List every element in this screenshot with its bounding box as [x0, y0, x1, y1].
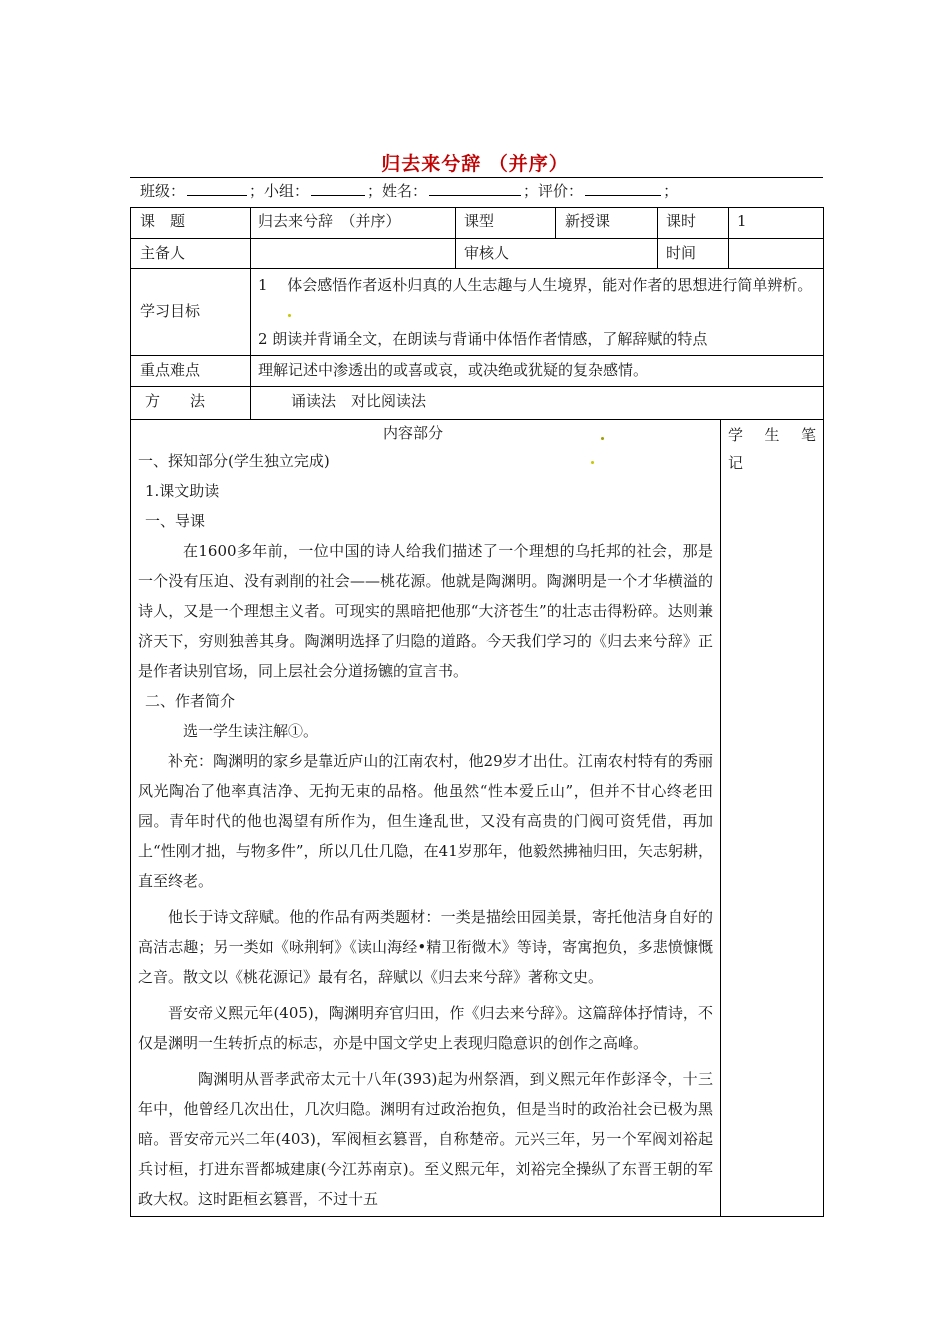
paragraph: 他长于诗文辞赋。他的作品有两类题材：一类是描绘田园美景，寄托他洁身自好的高洁志趣；另一类如《咏荆轲》《读山海经•精卫衔微木》等诗，寄寓抱负，多悲愤慷慨之音。散文以《桃花源记》最有名，辞赋以《归去来兮辞》著称文史。: [138, 908, 713, 986]
eval-blank[interactable]: [585, 182, 661, 196]
col-divider: [555, 207, 556, 238]
group-blank[interactable]: [311, 182, 365, 196]
section-heading: 一、探知部分(学生独立完成): [138, 452, 330, 470]
paragraph: 陶渊明从晋孝武帝太元十八年(393)起为州祭酒，到义熙元年作彭泽令，十三年中，他曾经几次出仕，几次归隐。渊明有过政治抱负，但是当时的政治社会已极为黑暗。晋安帝元兴二年(403)，军阀桓玄篡晋，自称楚帝。元兴三年，另一个军阀刘裕起兵讨桓，打进东晋都城建康(今江苏南京)。至义熙元年，刘裕完全操纵了东晋王朝的军政大权。这时距桓玄篡晋，不过十五: [138, 1070, 713, 1208]
page-title: 归去来兮辞 （并序）: [381, 153, 569, 175]
class-label: 班级：: [140, 182, 186, 200]
class-blank[interactable]: [187, 182, 247, 196]
goals-label: 学习目标: [140, 302, 201, 320]
hours-value: 1: [737, 212, 747, 230]
col-divider: [455, 207, 456, 268]
paragraph: 选一学生读注解①。: [183, 722, 319, 740]
content-body: [138, 446, 713, 1214]
key-label: 重点难点: [140, 361, 201, 379]
content-header: 内容部分: [383, 424, 444, 442]
notes-char: 生: [764, 426, 780, 444]
row-divider: [130, 238, 824, 239]
row-divider: [130, 268, 824, 269]
name-label: ；姓名：: [367, 182, 428, 200]
type-value: 新授课: [565, 212, 611, 230]
col-divider: [657, 207, 658, 268]
method-value: 诵读法 对比阅读法: [291, 392, 427, 410]
decorative-dot: [591, 461, 594, 464]
subsection-heading: 一、导课: [145, 512, 206, 530]
row-divider: [130, 386, 824, 387]
decorative-dot: [288, 314, 291, 317]
method-label: 方 法: [145, 392, 206, 410]
eval-label: ；评价：: [523, 182, 584, 200]
title-underline: [130, 177, 823, 178]
topic-label: 课 题: [140, 212, 186, 230]
decorative-dot: [601, 437, 604, 440]
type-label: 课型: [464, 212, 495, 230]
reviewer-label: 审核人: [464, 244, 510, 262]
row-divider: [130, 355, 824, 356]
paragraph-intro: 在1600多年前，一位中国的诗人给我们描述了一个理想的乌托邦的社会，那是一个没有压迫、没有剥削的社会——桃花源。他就是陶渊明。陶渊明是一个才华横溢的诗人，又是一个理想主义者。可现实的黑暗把他那“大济苍生”的壮志击得粉碎。达则兼济天下，穷则独善其身。陶渊明选择了归隐的道路。今天我们学习的《归去来兮辞》正是作者诀别官场，同上层社会分道扬镳的宣言书。: [138, 542, 713, 680]
paragraph: 补充：陶渊明的家乡是靠近庐山的江南农村，他29岁才出仕。江南农村特有的秀丽风光陶冶了他率真洁净、无拘无束的品格。他虽然“性本爱丘山”，但并不甘心终老田园。青年时代的他也渴望有所作为，但生逢乱世，又没有高贵的门阀可资凭借，再加上“性刚才拙，与物多件”，所以几仕几隐，在41岁那年，他毅然拂袖归田，矢志躬耕，直至终老。: [138, 752, 713, 890]
name-blank[interactable]: [429, 182, 521, 196]
subsection-heading: 二、作者简介: [145, 692, 236, 710]
notes-char: 学: [728, 426, 744, 444]
subsection-heading: 1.课文助读: [145, 482, 220, 500]
time-label: 时间: [666, 244, 697, 262]
hours-label: 课时: [666, 212, 697, 230]
notes-col-divider: [720, 419, 721, 1217]
preparer-label: 主备人: [140, 244, 186, 262]
paragraph: 晋安帝义熙元年(405)，陶渊明弃官归田，作《归去来兮辞》。这篇辞体抒情诗，不仅是渊明一生转折点的标志，亦是中国文学史上表现归隐意识的创作之高峰。: [138, 1004, 713, 1052]
goal-1: 1 体会感悟作者返朴归真的人生志趣与人生境界，能对作者的思想进行简单辨析。: [258, 276, 813, 294]
notes-char: 记: [728, 454, 744, 472]
student-notes-column: [728, 421, 816, 477]
col-divider: [728, 207, 729, 268]
notes-char: 笔: [800, 426, 816, 444]
col-divider: [250, 207, 251, 419]
meta-end: ；: [663, 182, 679, 200]
goal-2: 2 朗读并背诵全文，在朗读与背诵中体悟作者情感，了解辞赋的特点: [258, 330, 708, 348]
topic-value: 归去来兮辞 （并序）: [258, 212, 401, 230]
group-label: ；小组：: [249, 182, 310, 200]
student-info-line: [140, 180, 678, 201]
key-value: 理解记述中渗透出的或喜或哀，或决绝或犹疑的复杂感情。: [258, 361, 649, 379]
